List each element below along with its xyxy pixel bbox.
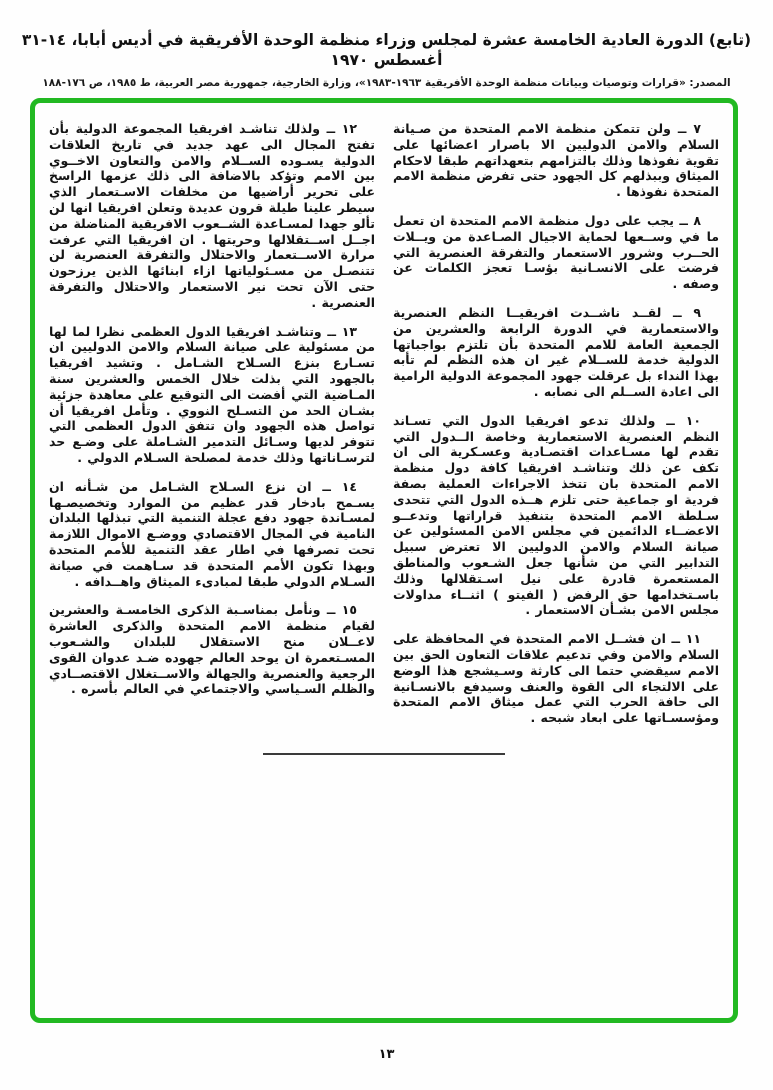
footnote-divider <box>263 753 505 755</box>
page-number: ١٣ <box>378 1047 395 1062</box>
paragraph-item-11: ١١ ــ ان فشــل الامم المتحدة في المحافظة على السلام والامن وفي تدعيم علاقات التعاون الحق بين الامم سيقضي حتما الى كارثة وسـيشجع هذا الوضع على الالتجاء الى القوة والعنف وسيدفع بالانسـانية الى حافة الحرب التي عمل ميثاق الامم المتحدة ومؤسسـاتها على ابعاد شبحه . <box>393 631 719 726</box>
text-columns <box>49 121 719 739</box>
right-column <box>393 121 719 739</box>
page-header <box>0 0 773 89</box>
source-citation: المصدر: «قرارات وتوصيات وبيانات منظمة الوحدة الأفريقية ١٩٦٣-١٩٨٣»، وزارة الخارجية، جمهورية مصر العربية، ط ١٩٨٥، ص ١٧٦-١٨٨ <box>42 77 731 90</box>
paragraph-item-8: ٨ ــ يجب على دول منظمة الامم المتحدة ان تعمل ما في وســعها لحماية الاجيال الصـاعدة من ويــلات الحــرب وشرور الاستعمار والتفرقة العنصرية التي فرضت على الانسـانية بؤسـا تعجز الكلمات عن وصفه . <box>393 212 719 292</box>
paragraph-item-7: ٧ ــ ولن تتمكن منظمة الامم المتحدة من صـيانة السلام والامن الدوليين الا باصرار اعضائها على تقوية نفوذها وذلك بالتزامهم بتعهداتهم طبقا لاحكام الميثاق وببذلهم كل الجهود حتى تفرض منظمة الامم المتحدة نفوذها . <box>393 121 719 200</box>
paragraph-item-13: ١٣ ــ وتناشـد افريقيا الدول العظمى نظرا لما لها من مسئولية على صيانة السلام والامن الدوليين ان تسـارع بنزع السـلاح الشـامل . وتشيد افريقيا بالجهود التي بذلت خلال الخمس والعشرين سنة المـاضية التي أفضت الى التوقيع على معاهدة جزئية بشـان الحد من التسـلح النووي . وتأمل افريقيا أن تواصل هذه الجهود وان تتفق الدول العظمى التي تتوفر لديها وسـائل التدمير الشـاملة على وضـع حد لترسـاناتها وذلك خدمة لمصلحة السـلام الدولي . <box>49 323 375 465</box>
green-frame <box>30 98 738 1023</box>
paragraph-item-9: ٩ ــ لقــد ناشــدت افريقيــا النظم العنصرية والاستعمارية في الدورة الرابعة والعشرين من الجمعية العامة للامم المتحدة بأن تلتزم بواجباتها الدولية خدمة للســلام غير ان هذه النظم لم تأبه بهذا النداء بل عرقلت جهود المجموعة الدولية الرامية الى اعادة الســلم الى نصابه . <box>393 304 719 399</box>
left-column <box>49 121 375 739</box>
paragraph-item-14: ١٤ ــ ان نزع السـلاح الشـامل من شـأنه ان يسـمح بادخار قدر عظيم من الموارد وتخصيصـها لمسـاندة جهود دفع عجلة التنمية التي تبذلها البلدان النامية في المجال الاقتصادي ووضـع الاموال اللازمة تحت تصرفها في اطار عقد التنمية للأمم المتحدة وبهذا تكون الأمم المتحدة قد سـاهمت في صيانة السـلام الدولي طبقا لمبادىء الميثاق واهــدافه . <box>49 478 375 589</box>
paragraph-item-12: ١٢ ــ ولذلك تناشـد افريقيا المجموعة الدولية بأن تفتح المجال الى عهد جديد في تاريخ العلاقات الدولية يسـوده الســلام والامن والتعاون الاخــوي بين الامم وتؤكد بالاضافة الى ذلك عزمها الراسخ على تحرير أراضيها من مخلفات الاسـتعمار الذي سيطر علينا طيلة قرون عديدة وتعلن افريقيا انها لن تألو جهدا لمسـاعدة الشــعوب الافريقية المناضلة من اجــل اســتقلالها وحريتها . ان افريقيا التي عرفت مرارة الاســتعمار والاحتلال والتفرقة العنصرية لن تتنصـل من مسـئولياتها ازاء ابنائها الذين يرزحون حتى الآن تحت نير الاستعمار والاحتلال والتفرقة العنصرية . <box>49 121 375 310</box>
paragraph-item-10: ١٠ ــ ولذلك تدعو افريقيا الدول التي تسـاند النظم العنصرية الاستعمارية وخاصة الــدول التي تقدم لها مسـاعدات اقتصـادية وعسـكرية الى ان تكف عن ذلك وتناشـد افريقيا كافة دول منظمة الامم المتحدة بان تتخذ الاجراءات العملية بصفة فردية او جماعية حتى تلزم هــذه الدول التي تتحدى سـلطة الامم المتحدة بتنفيذ قراراتها وتدعــو الاعضــاء الدائمين في مجلس الامن المسئولين عن صيانة السلام والامن الدوليين الا تعترض سبيل التدابير التي من شأنها جعل الشـعوب والمناطق المستعمرة قادرة على نيل اسـتقلالها وذلك باسـتخدامها حق الرفض ( الفيتو ) اثنــاء مداولات مجلس الامن بشـأن الاستعمار . <box>393 412 719 618</box>
paragraph-item-15: ١٥ ــ ونأمل بمناسـبة الذكرى الخامسـة والعشرين لقيام منظمة الامم المتحدة والذكرى العاشرة لاعــلان منح الاستقلال للبلدان والشـعوب المسـتعمرة ان يوحد العالم جهوده ضـد عدوان القوى الرجعية والعنصرية والجهالة والاســتغلال الاقتصــادي والظلم السـياسي والاجتماعي في العالم بأسره . <box>49 602 375 697</box>
session-title: (تابع) الدورة العادية الخامسة عشرة لمجلس وزراء منظمة الوحدة الأفريقية في أديس أبابا، ١٤-٣١ أغسطس ١٩٧٠ <box>21 31 752 70</box>
